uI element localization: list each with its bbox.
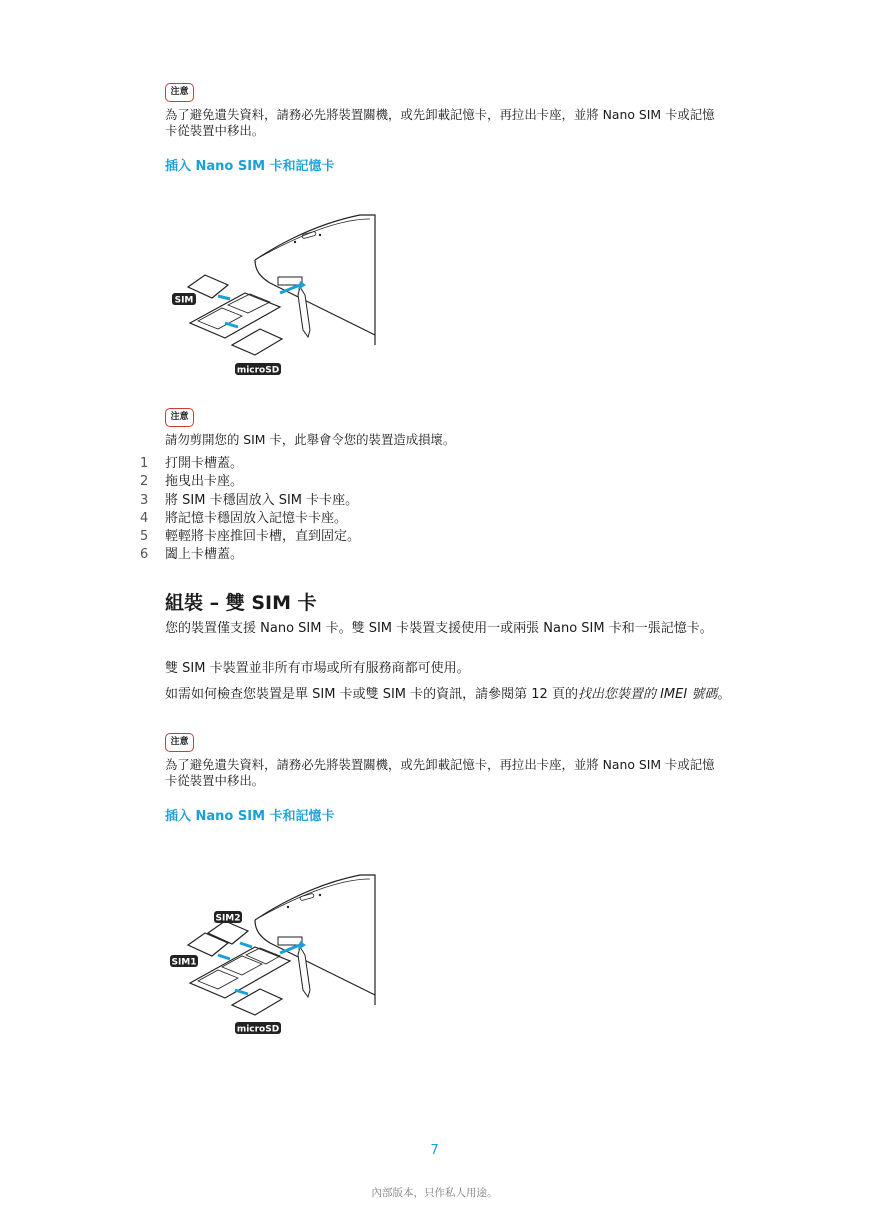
paragraph: 如需如何檢查您裝置是單 SIM 卡或雙 SIM 卡的資訊，請參閱第 12 頁的找出您裝置的 IMEI 號碼。 <box>165 687 731 702</box>
page-number: 7 <box>430 1143 439 1158</box>
footer-text: 內部版本，只作私人用途。 <box>371 1187 498 1199</box>
sim2-tag: SIM2 <box>215 913 241 924</box>
step-item: 1 打開卡槽蓋。 <box>140 456 244 471</box>
note-text: 請勿剪開您的 SIM 卡，此舉會令您的裝置造成損壞。 <box>165 432 456 447</box>
step-item: 5 輕輕將卡座推回卡槽，直到固定。 <box>140 529 361 545</box>
paragraph: 您的裝置僅支援 Nano SIM 卡。雙 SIM 卡裝置支援使用一或兩張 Nano SIM 卡和一張記憶卡。 <box>165 621 713 636</box>
section-heading: 組裝 – 雙 SIM 卡 <box>165 592 317 614</box>
note-text: 為了避免遺失資料，請務必先將裝置關機，或先卸載記憶卡，再拉出卡座，並將 Nano SIM 卡或記憶卡從裝置中移出。 <box>165 107 715 138</box>
step-item: 3 將 SIM 卡穩固放入 SIM 卡卡座。 <box>140 492 359 508</box>
step-item: 4 將記憶卡穩固放入記憶卡卡座。 <box>140 510 348 526</box>
section-subtitle: 插入 Nano SIM 卡和記憶卡 <box>165 809 335 824</box>
imei-link[interactable]: 找出您裝置的 IMEI 號碼 <box>577 687 718 702</box>
note-badge: 注意 <box>165 733 194 752</box>
step-item: 6 闔上卡槽蓋。 <box>140 547 244 563</box>
sim1-tag: SIM1 <box>171 957 197 968</box>
note-text: 為了避免遺失資料，請務必先將裝置關機，或先卸載記憶卡，再拉出卡座，並將 Nano SIM 卡或記憶卡從裝置中移出。 <box>165 757 715 788</box>
note-badge: 注意 <box>165 408 194 427</box>
sim-tag: SIM <box>174 295 194 306</box>
steps-list <box>140 455 360 565</box>
single-sim-illustration <box>160 205 390 380</box>
section-subtitle: 插入 Nano SIM 卡和記憶卡 <box>165 159 335 174</box>
step-item: 2 拖曳出卡座。 <box>140 474 244 490</box>
microsd-tag: microSD <box>236 1024 280 1035</box>
note-badge: 注意 <box>165 83 194 102</box>
dual-sim-illustration <box>160 865 390 1040</box>
paragraph: 雙 SIM 卡裝置並非所有市場或所有服務商都可使用。 <box>165 661 470 676</box>
microsd-tag: microSD <box>236 365 280 376</box>
